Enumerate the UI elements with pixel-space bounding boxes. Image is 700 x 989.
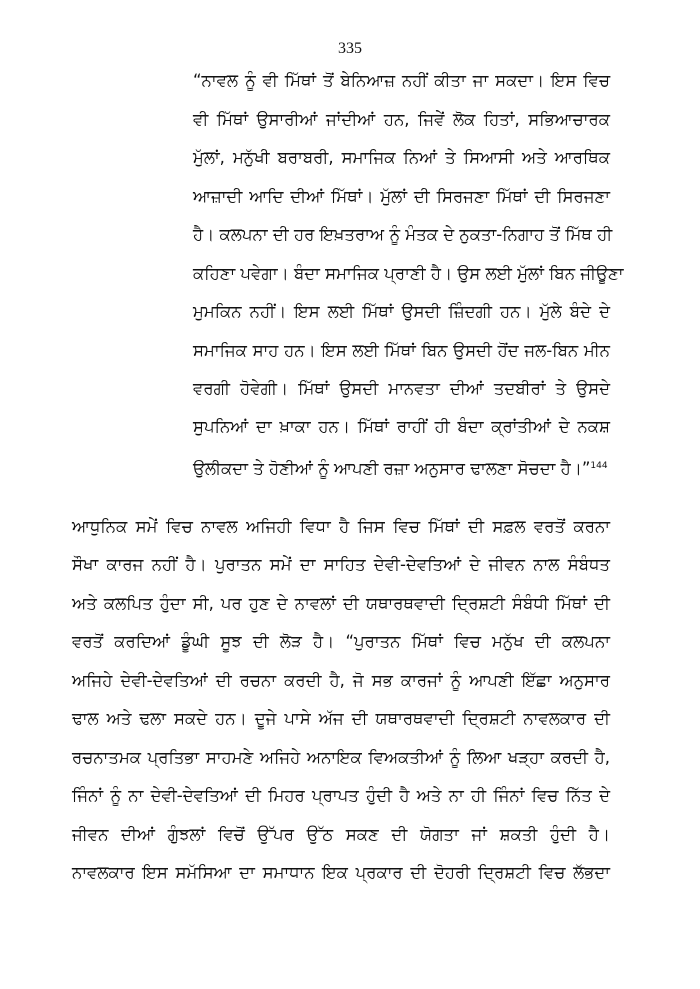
body-line: ਜੀਵਨ ਦੀਆਂ ਗੁੰਝਲਾਂ ਵਿਚੋਂ ਉੱਪਰ ਉੱਠ ਸਕਣ ਦੀ ਯੋਗਤਾ ਜਾਂ ਸ਼ਕਤੀ ਹੁੰਦੀ ਹੈ। (72, 825, 610, 844)
quote-line-text: ਉਲੀਕਦਾ ਤੇ ਹੋਣੀਆਂ ਨੂੰ ਆਪਣੀ ਰਜ਼ਾ ਅਨੁਸਾਰ ਢਾਲਣਾ ਸੋਚਦਾ ਹੈ।” (193, 459, 591, 478)
quote-line: ਮੁਮਕਿਨ ਨਹੀਂ। ਇਸ ਲਈ ਮਿੱਥਾਂ ਉਸਦੀ ਜ਼ਿੰਦਗੀ ਹਨ। ਮੁੱਲੇ ਬੰਦੇ ਦੇ (193, 302, 610, 321)
quote-line-last (193, 455, 610, 480)
body-line: ਆਧੁਨਿਕ ਸਮੇਂ ਵਿਚ ਨਾਵਲ ਅਜਿਹੀ ਵਿਧਾ ਹੈ ਜਿਸ ਵਿਚ ਮਿੱਥਾਂ ਦੀ ਸਫ਼ਲ ਵਰਤੋਂ ਕਰਨਾ (72, 517, 610, 536)
body-line: ਜਿੰਨਾਂ ਨੂੰ ਨਾ ਦੇਵੀ-ਦੇਵਤਿਆਂ ਦੀ ਮਿਹਰ ਪ੍ਰਾਪਤ ਹੁੰਦੀ ਹੈ ਅਤੇ ਨਾ ਹੀ ਜਿੰਨਾਂ ਵਿਚ ਨਿੱਤ ਦੇ (72, 786, 610, 805)
body-line: ਨਾਵਲਕਾਰ ਇਸ ਸਮੱਸਿਆ ਦਾ ਸਮਾਧਾਨ ਇਕ ਪ੍ਰਕਾਰ ਦੀ ਦੋਹਰੀ ਦ੍ਰਿਸ਼ਟੀ ਵਿਚ ਲੱਭਦਾ (72, 863, 610, 882)
body-line: ਅਜਿਹੇ ਦੇਵੀ-ਦੇਵਤਿਆਂ ਦੀ ਰਚਨਾ ਕਰਦੀ ਹੈ, ਜੋ ਸਭ ਕਾਰਜਾਂ ਨੂੰ ਆਪਣੀ ਇੱਛਾ ਅਨੁਸਾਰ (72, 671, 610, 690)
quote-line: ਮੁੱਲਾਂ, ਮਨੁੱਖੀ ਬਰਾਬਰੀ, ਸਮਾਜਿਕ ਨਿਆਂ ਤੇ ਸਿਆਸੀ ਅਤੇ ਆਰਥਿਕ (193, 148, 610, 167)
quote-line: “ਨਾਵਲ ਨੂੰ ਵੀ ਮਿੱਥਾਂ ਤੋਂ ਬੇਨਿਆਜ਼ ਨਹੀਂ ਕੀਤਾ ਜਾ ਸਕਦਾ। ਇਸ ਵਿਚ (193, 71, 610, 90)
quote-line: ਵਰਗੀ ਹੋਵੇਗੀ। ਮਿੱਥਾਂ ਉਸਦੀ ਮਾਨਵਤਾ ਦੀਆਂ ਤਦਬੀਰਾਂ ਤੇ ਉਸਦੇ (193, 379, 610, 398)
quote-line: ਆਜ਼ਾਦੀ ਆਦਿ ਦੀਆਂ ਮਿੱਥਾਂ। ਮੁੱਲਾਂ ਦੀ ਸਿਰਜਣਾ ਮਿੱਥਾਂ ਦੀ ਸਿਰਜਣਾ (193, 187, 610, 206)
quote-line: ਵੀ ਮਿੱਥਾਂ ਉਸਾਰੀਆਂ ਜਾਂਦੀਆਂ ਹਨ, ਜਿਵੇਂ ਲੋਕ ਹਿਤਾਂ, ਸਭਿਆਚਾਰਕ (193, 110, 610, 129)
body-line: ਵਰਤੋਂ ਕਰਦਿਆਂ ਡੂੰਘੀ ਸੂਝ ਦੀ ਲੋੜ ਹੈ। “ਪੁਰਾਤਨ ਮਿੱਥਾਂ ਵਿਚ ਮਨੁੱਖ ਦੀ ਕਲਪਨਾ (72, 632, 610, 651)
body-line: ਅਤੇ ਕਲਪਿਤ ਹੁੰਦਾ ਸੀ, ਪਰ ਹੁਣ ਦੇ ਨਾਵਲਾਂ ਦੀ ਯਥਾਰਥਵਾਦੀ ਦ੍ਰਿਸ਼ਟੀ ਸੰਬੰਧੀ ਮਿੱਥਾਂ ਦੀ (72, 594, 610, 613)
quote-line: ਸੁਪਨਿਆਂ ਦਾ ਖ਼ਾਕਾ ਹਨ। ਮਿੱਥਾਂ ਰਾਹੀਂ ਹੀ ਬੰਦਾ ਕ੍ਰਾਂਤੀਆਂ ਦੇ ਨਕਸ਼ (193, 417, 610, 436)
footnote-ref: 144 (590, 461, 608, 471)
body-line: ਢਾਲ ਅਤੇ ਢਲਾ ਸਕਦੇ ਹਨ। ਦੂਜੇ ਪਾਸੇ ਅੱਜ ਦੀ ਯਥਾਰਥਵਾਦੀ ਦ੍ਰਿਸ਼ਟੀ ਨਾਵਲਕਾਰ ਦੀ (72, 709, 610, 728)
body-line: ਰਚਨਾਤਮਕ ਪ੍ਰਤਿਭਾ ਸਾਹਮਣੇ ਅਜਿਹੇ ਅਨਾਇਕ ਵਿਅਕਤੀਆਂ ਨੂੰ ਲਿਆ ਖੜ੍ਹਾ ਕਰਦੀ ਹੈ, (72, 748, 610, 767)
body-line: ਸੌਖਾ ਕਾਰਜ ਨਹੀਂ ਹੈ। ਪੁਰਾਤਨ ਸਮੇਂ ਦਾ ਸਾਹਿਤ ਦੇਵੀ-ਦੇਵਤਿਆਂ ਦੇ ਜੀਵਨ ਨਾਲ ਸੰਬੰਧਤ (72, 555, 610, 574)
page-number: 335 (338, 40, 362, 57)
quote-line: ਕਹਿਣਾ ਪਵੇਗਾ। ਬੰਦਾ ਸਮਾਜਿਕ ਪ੍ਰਾਣੀ ਹੈ। ਉਸ ਲਈ ਮੁੱਲਾਂ ਬਿਨ ਜੀਊਣਾ (193, 264, 624, 283)
quote-line: ਸਮਾਜਿਕ ਸਾਹ ਹਨ। ਇਸ ਲਈ ਮਿੱਥਾਂ ਬਿਨ ਉਸਦੀ ਹੋਂਦ ਜਲ-ਬਿਨ ਮੀਨ (193, 341, 610, 360)
quote-line: ਹੈ। ਕਲਪਨਾ ਦੀ ਹਰ ਇਖ਼ਤਰਾਅ ਨੂੰ ਮੰਤਕ ਦੇ ਨੁਕਤਾ-ਨਿਗਾਹ ਤੋਂ ਮਿੱਥ ਹੀ (193, 225, 613, 244)
